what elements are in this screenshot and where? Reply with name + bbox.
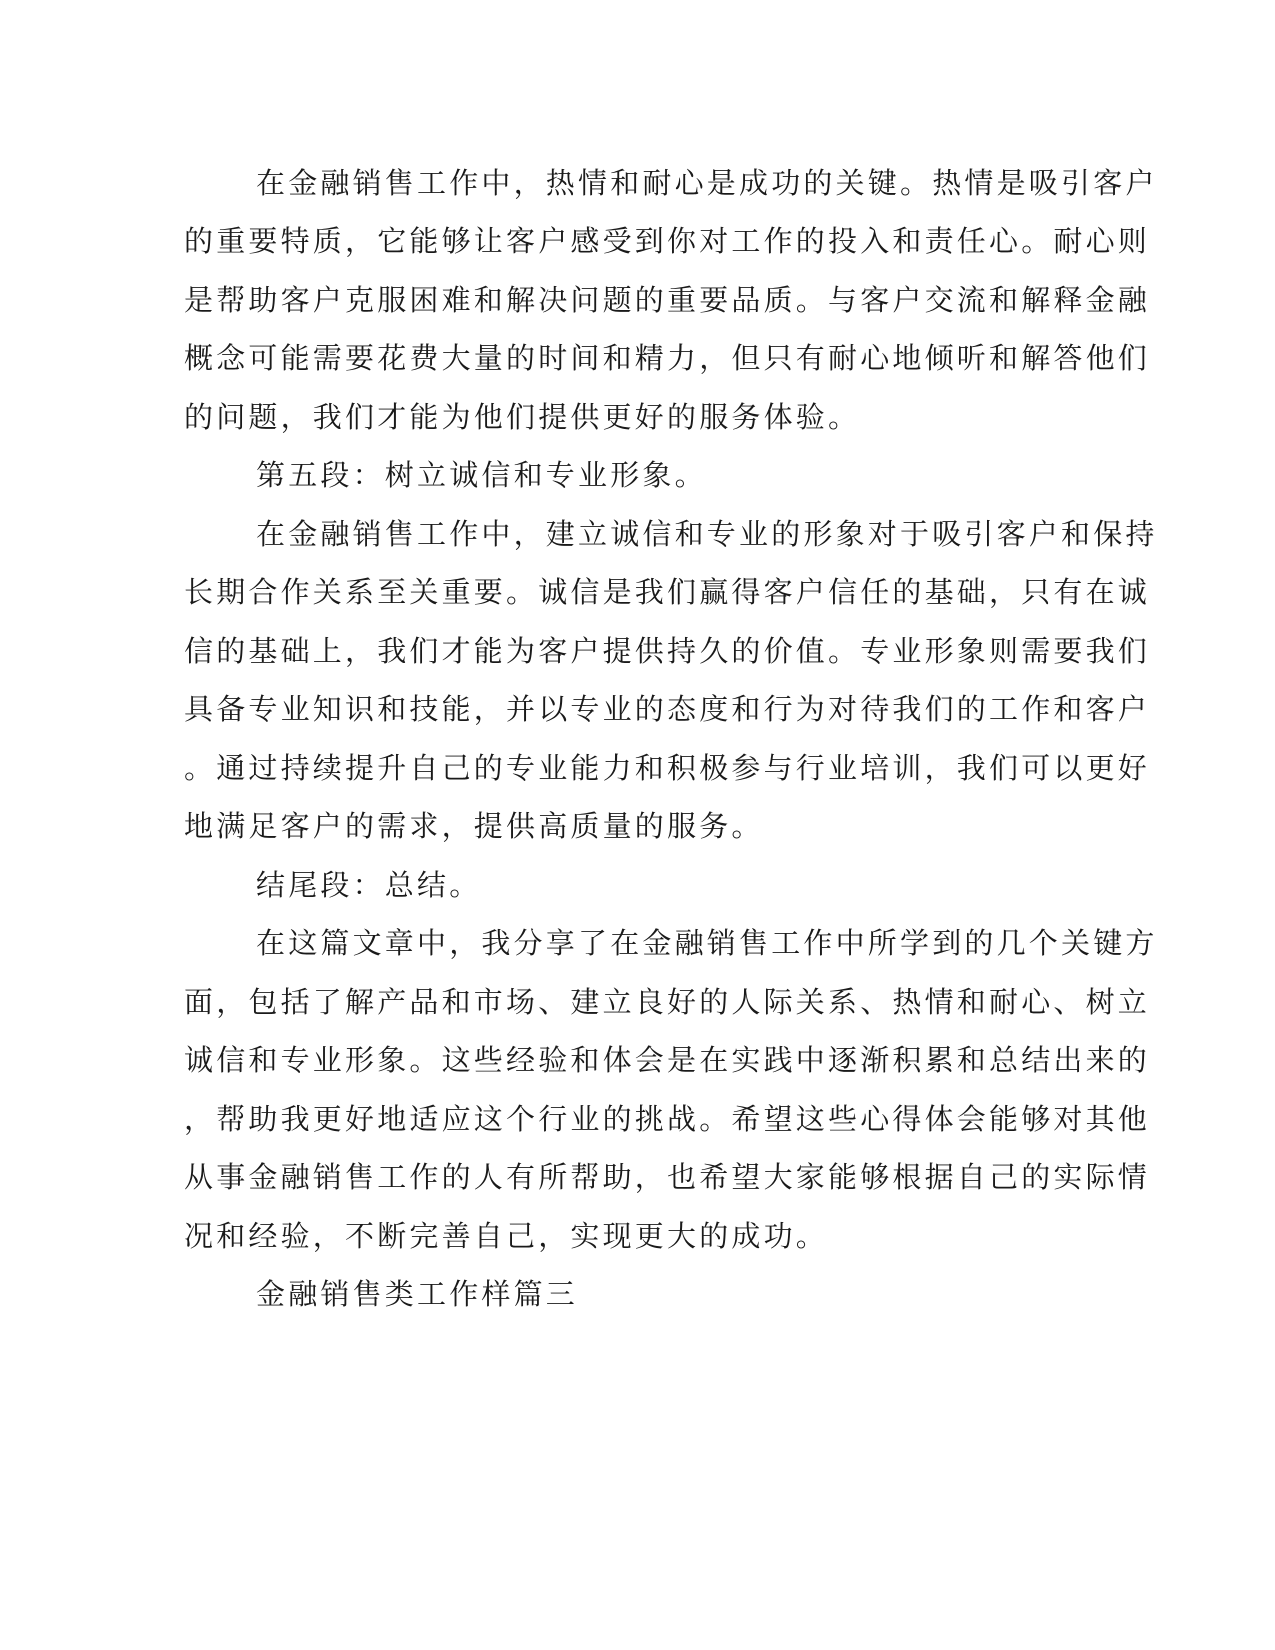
section-heading: 金融销售类工作样篇三 [256,1277,579,1311]
paragraph-line: 具备专业知识和技能，并以专业的态度和行为对待我们的工作和客户 [184,692,1151,726]
paragraph-line: 。通过持续提升自己的专业能力和积极参与行业培训，我们可以更好 [184,751,1151,785]
paragraph-line: 在金融销售工作中，热情和耐心是成功的关键。热情是吸引客户 [256,166,1158,200]
paragraph-line: 的问题，我们才能为他们提供更好的服务体验。 [184,400,861,434]
section-heading: 结尾段：总结。 [256,868,482,902]
paragraph-line: ，帮助我更好地适应这个行业的挑战。希望这些心得体会能够对其他 [184,1102,1151,1136]
section-heading: 第五段：树立诚信和专业形象。 [256,458,707,492]
paragraph-line: 的重要特质，它能够让客户感受到你对工作的投入和责任心。耐心则 [184,224,1151,258]
paragraph-line: 概念可能需要花费大量的时间和精力，但只有耐心地倾听和解答他们 [184,341,1151,375]
paragraph-line: 信的基础上，我们才能为客户提供持久的价值。专业形象则需要我们 [184,634,1151,668]
paragraph-line: 诚信和专业形象。这些经验和体会是在实践中逐渐积累和总结出来的 [184,1043,1151,1077]
paragraph-line: 长期合作关系至关重要。诚信是我们赢得客户信任的基础，只有在诚 [184,575,1151,609]
paragraph-line: 地满足客户的需求，提供高质量的服务。 [184,809,764,843]
paragraph-line: 况和经验，不断完善自己，实现更大的成功。 [184,1219,829,1253]
paragraph-line: 从事金融销售工作的人有所帮助，也希望大家能够根据自己的实际情 [184,1160,1151,1194]
paragraph-line: 在这篇文章中，我分享了在金融销售工作中所学到的几个关键方 [256,926,1158,960]
paragraph-line: 面，包括了解产品和市场、建立良好的人际关系、热情和耐心、树立 [184,985,1151,1019]
paragraph-line: 是帮助客户克服困难和解决问题的重要品质。与客户交流和解释金融 [184,283,1151,317]
paragraph-line: 在金融销售工作中，建立诚信和专业的形象对于吸引客户和保持 [256,517,1158,551]
